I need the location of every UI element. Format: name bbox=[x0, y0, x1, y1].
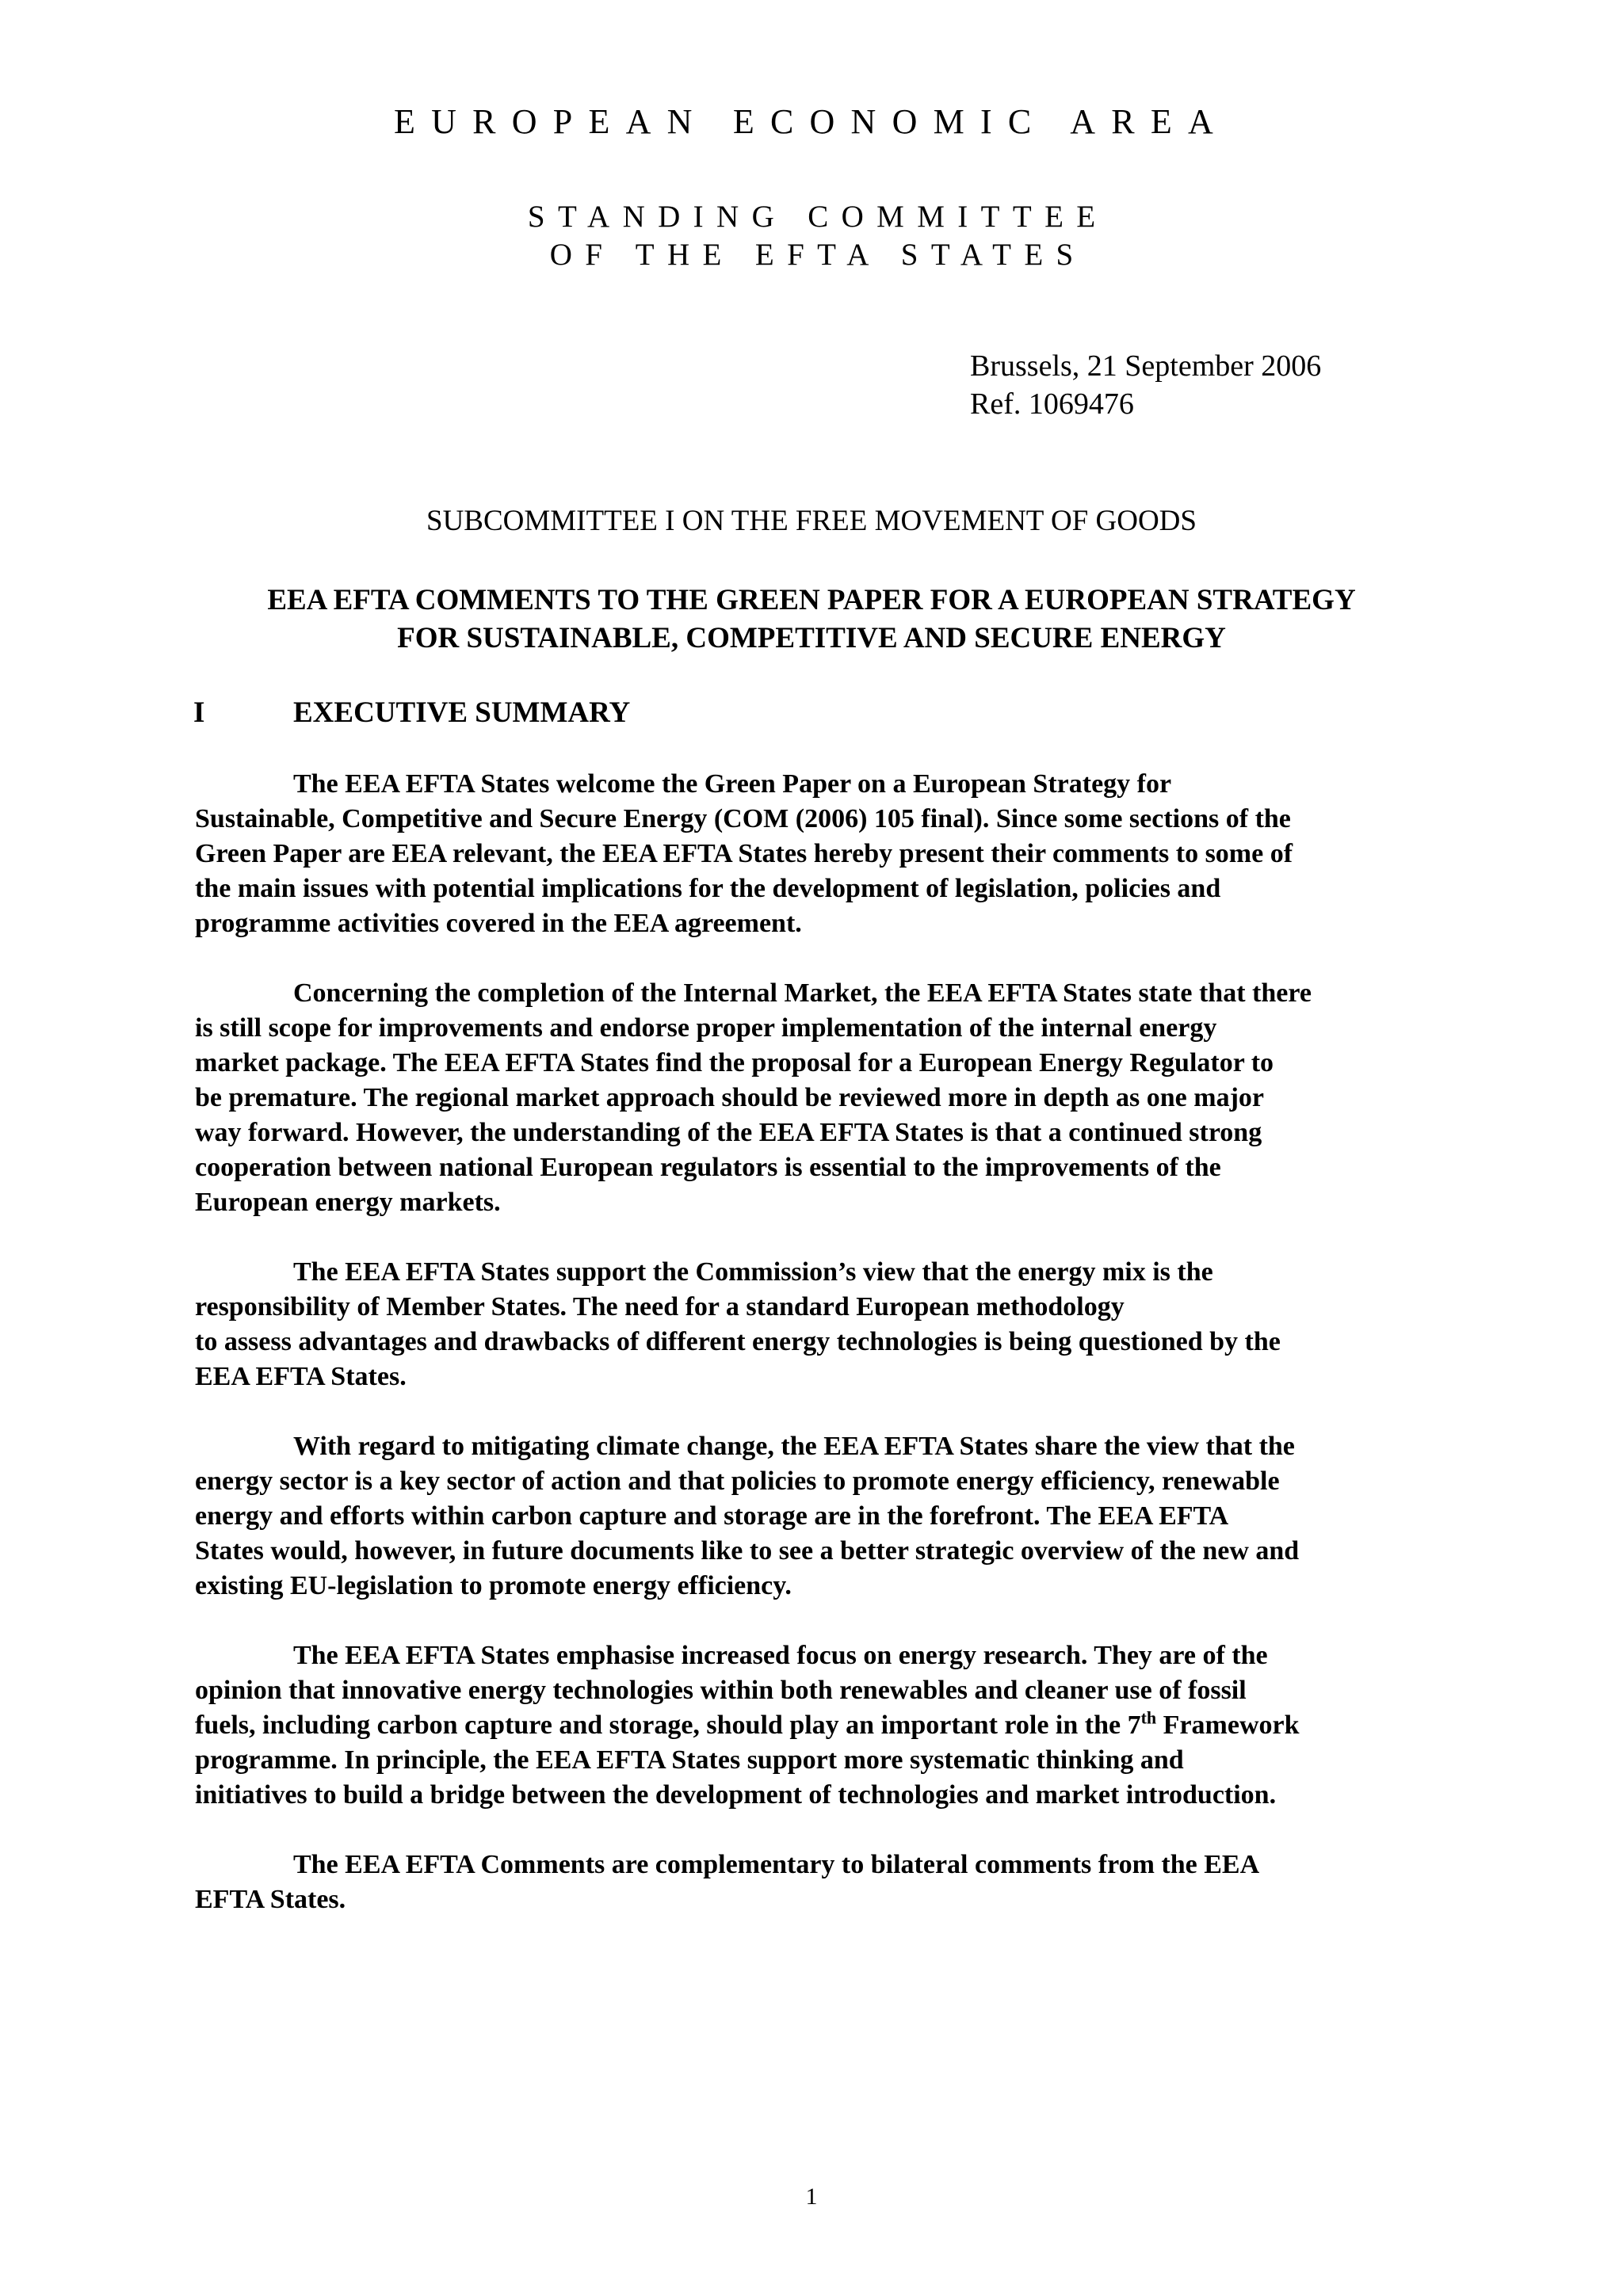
paragraph-5-part-2: Framework programme. In principle, the EEA EFTA States support more systematic thinking and initiatives to build a bridge between the development of technologies and market introduction. bbox=[195, 1711, 1300, 1810]
section-title: EXECUTIVE SUMMARY bbox=[293, 696, 631, 729]
document-title-line-1: EEA EFTA COMMENTS TO THE GREEN PAPER FOR A EUROPEAN STRATEGY bbox=[267, 584, 1356, 616]
paragraph-4: With regard to mitigating climate change, the EEA EFTA States share the view that the energy sector is a key sector of action and that policies to promote energy efficiency, renewable energy and efforts within carbon capture and storage are in the forefront. The EEA EFTA States would, however, in future documents like to see a better strategic overview of the new and existing EU-legislation to promote energy efficiency. bbox=[195, 1432, 1300, 1600]
place-date: Brussels, 21 September 2006 bbox=[970, 349, 1322, 383]
organization-title: EUROPEAN ECONOMIC AREA bbox=[394, 102, 1229, 141]
subcommittee-heading: SUBCOMMITTEE I ON THE FREE MOVEMENT OF GOODS bbox=[426, 505, 1197, 537]
section-number: I bbox=[193, 696, 205, 729]
document-title-line-2: FOR SUSTAINABLE, COMPETITIVE AND SECURE ENERGY bbox=[397, 622, 1226, 654]
superscript-ordinal: th bbox=[1140, 1707, 1157, 1728]
executive-summary-body bbox=[195, 767, 1447, 1952]
paragraph-5-part-1: The EEA EFTA States emphasise increased focus on energy research. They are of the opinion that innovative energy technologies within both renewables and cleaner use of fossil fuels, including carbon capture and storage, should play an important role in the 7 bbox=[195, 1641, 1268, 1740]
committee-name bbox=[0, 198, 1623, 274]
paragraph-5 bbox=[195, 1638, 1447, 1813]
committee-line-2: OF THE EFTA STATES bbox=[549, 238, 1086, 272]
date-reference-block bbox=[970, 347, 1321, 423]
paragraph-2: Concerning the completion of the Internal Market, the EEA EFTA States state that there is still scope for improvements and endorse proper implementation of the internal energy market package. The EEA EFTA States find the proposal for a European Energy Regulator to be premature. The regional market approach should be reviewed more in depth as one major way forward. However, the understanding of the EEA EFTA States is that a continued strong cooperation between national European regulators is essential to the improvements of the European energy markets. bbox=[195, 978, 1312, 1217]
page-number: 1 bbox=[805, 2183, 818, 2210]
paragraph-3: The EEA EFTA States support the Commission’s view that the energy mix is the responsibility of Member States. The need for a standard European methodology to assess advantages and drawbacks of different energy technologies is being questioned by the EEA EFTA States. bbox=[195, 1257, 1281, 1391]
paragraph-6: The EEA EFTA Comments are complementary to bilateral comments from the EEA EFTA States. bbox=[195, 1850, 1260, 1914]
committee-line-1: STANDING COMMITTEE bbox=[527, 200, 1109, 234]
paragraph-1: The EEA EFTA States welcome the Green Paper on a European Strategy for Sustainable, Competitive and Secure Energy (COM (2006) 105 final). Since some sections of the Green Paper are EEA relevant, the EEA EFTA States hereby present their comments to some of the main issues with potential implications for the development of legislation, policies and programme activities covered in the EEA agreement. bbox=[195, 769, 1293, 938]
section-heading bbox=[193, 696, 630, 730]
document-title bbox=[0, 582, 1623, 658]
reference-number: Ref. 1069476 bbox=[970, 387, 1134, 421]
